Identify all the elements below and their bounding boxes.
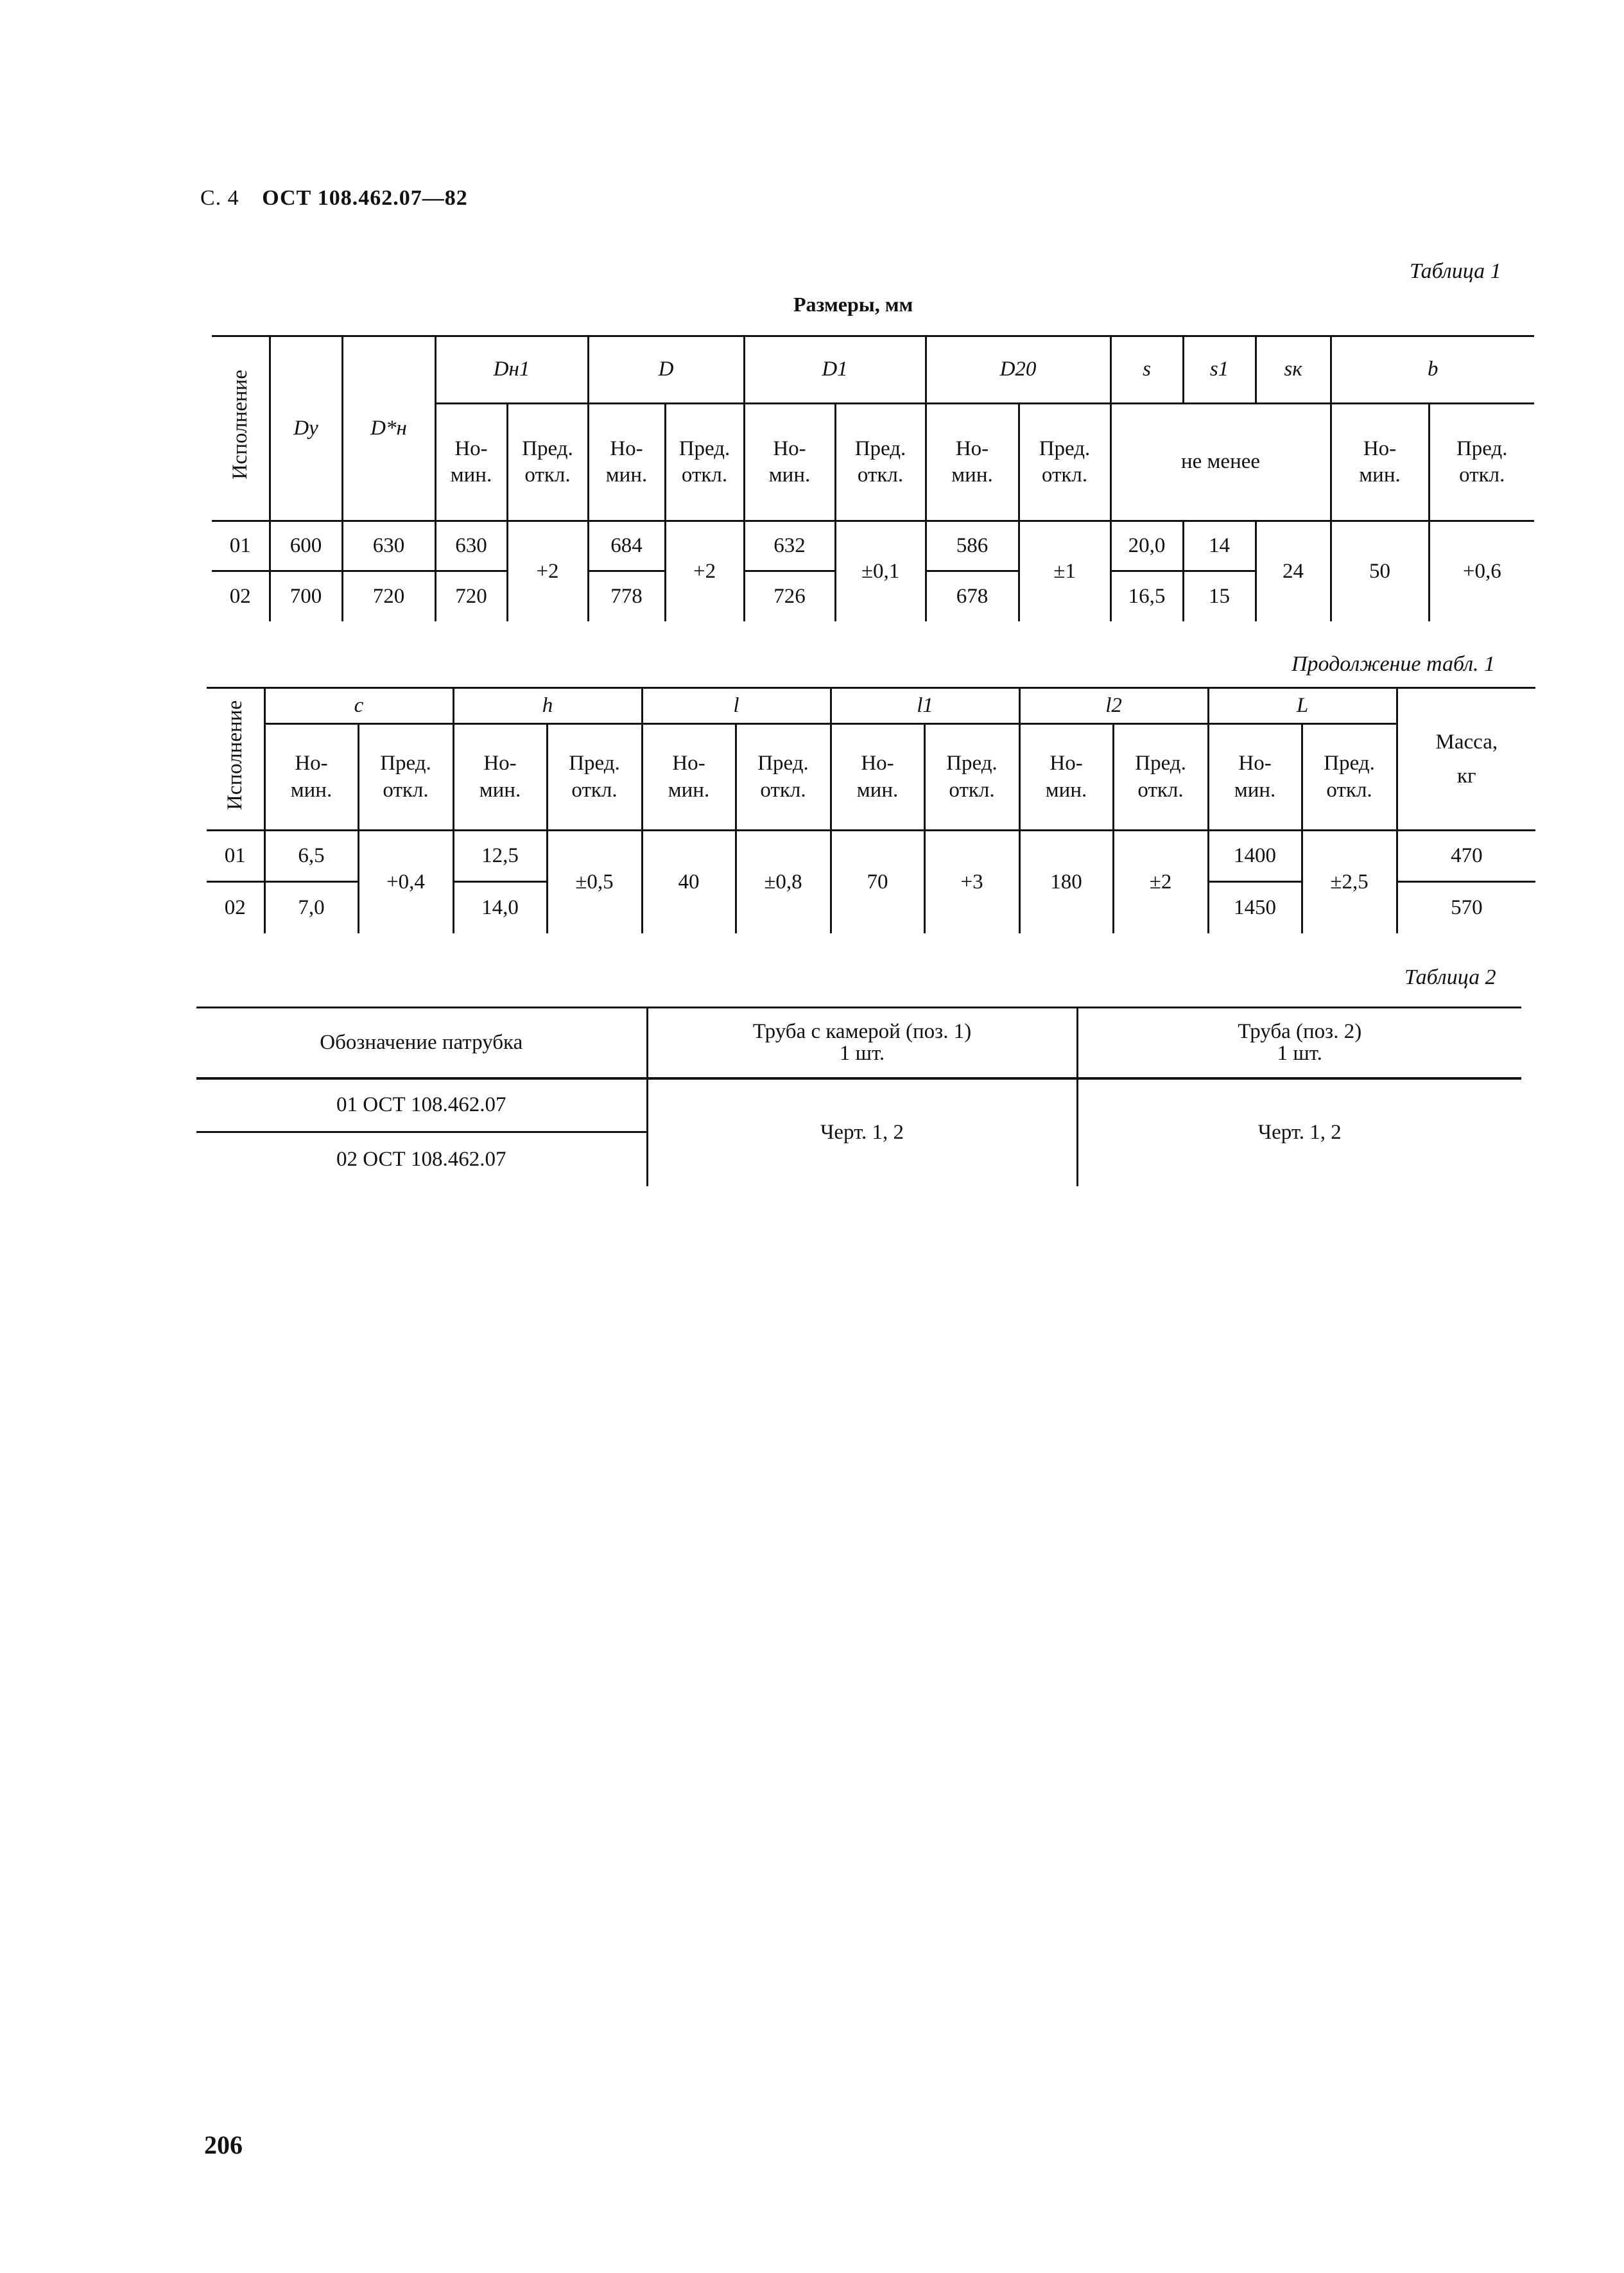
cell-h-nom: 12,5 (453, 831, 547, 882)
cell-dy: 600 (270, 521, 342, 571)
cell-dn1-pred: +2 (507, 521, 588, 621)
l-nom-header: Но- мин. (642, 724, 736, 831)
col-group-l: l (642, 688, 831, 724)
col-group-b: b (1331, 336, 1534, 404)
cell-dy: 700 (270, 571, 342, 621)
cell-dn: 630 (342, 521, 435, 571)
row-ispolnenie: 02 (207, 882, 264, 933)
L-pred-header: Пред. откл. (1302, 724, 1397, 831)
l1-pred-header: Пред. откл. (924, 724, 1019, 831)
cell-c-pred: +0,4 (358, 831, 453, 933)
page-number: 206 (204, 2130, 243, 2159)
cell-d1-pred: ±0,1 (835, 521, 926, 621)
cell-s: 16,5 (1110, 571, 1183, 621)
dn1-pred-header: Пред. откл. (507, 404, 588, 521)
cell-L-pred: ±2,5 (1302, 831, 1397, 933)
row-ispolnenie: 01 (212, 521, 270, 571)
l2-nom-header: Но- мин. (1019, 724, 1113, 831)
cell-s1: 14 (1183, 521, 1256, 571)
h-pred-header: Пред. откл. (547, 724, 642, 831)
L-nom-header: Но- мин. (1208, 724, 1302, 831)
cell-massa: 570 (1397, 882, 1535, 933)
d20-nom-header: Но- мин. (926, 404, 1019, 521)
table1-continuation (207, 687, 1535, 933)
col-massa: Масса, кг (1397, 688, 1535, 831)
row-ispolnenie: 02 (212, 571, 270, 621)
cell-b-nom: 50 (1331, 521, 1429, 621)
col-oboznachenie: Обозначение патрубка (320, 1030, 523, 1054)
cell-d20-nom: 678 (926, 571, 1019, 621)
d20-pred-header: Пред. откл. (1019, 404, 1110, 521)
cell-oboznachenie: 01 ОСТ 108.462.07 (336, 1093, 506, 1117)
col-group-d: D (588, 336, 744, 404)
dn1-nom-header: Но- мин. (435, 404, 507, 521)
b-pred-header: Пред. откл. (1429, 404, 1534, 521)
standard-number: ОСТ 108.462.07—82 (262, 186, 468, 210)
col-group-d1: D1 (744, 336, 926, 404)
col-sk: sк (1256, 336, 1331, 404)
col-group-dn1: Dн1 (435, 336, 588, 404)
table1-cont-caption: Продолжение табл. 1 (1291, 652, 1496, 676)
d1-nom-header: Но- мин. (744, 404, 835, 521)
cell-s1: 15 (1183, 571, 1256, 621)
cell-L-nom: 1400 (1208, 831, 1302, 882)
col-group-l2: l2 (1019, 688, 1208, 724)
cell-d20-pred: ±1 (1019, 521, 1110, 621)
col-s1: s1 (1183, 336, 1256, 404)
cell-l-pred: ±0,8 (736, 831, 831, 933)
table-row (196, 1078, 1521, 1132)
cell-truba: Черт. 1, 2 (1077, 1078, 1521, 1186)
page-header (200, 186, 468, 211)
cell-h-pred: ±0,5 (547, 831, 642, 933)
cell-d-pred: +2 (665, 521, 744, 621)
cell-l1-pred: +3 (924, 831, 1019, 933)
d-pred-header: Пред. откл. (665, 404, 744, 521)
d1-pred-header: Пред. откл. (835, 404, 926, 521)
table1 (212, 335, 1534, 621)
cell-l1-nom: 70 (831, 831, 924, 933)
cell-truba-kamera: Черт. 1, 2 (647, 1078, 1077, 1186)
h-nom-header: Но- мин. (453, 724, 547, 831)
cell-d20-nom: 586 (926, 521, 1019, 571)
cell-l2-nom: 180 (1019, 831, 1113, 933)
col-dy: Dу (270, 336, 342, 521)
table1-caption: Таблица 1 (1410, 259, 1501, 283)
cell-L-nom: 1450 (1208, 882, 1302, 933)
col-truba: Труба (поз. 2) 1 шт. (1077, 1008, 1521, 1078)
col-ispolnenie: Исполнение (207, 688, 264, 831)
b-nom-header: Но- мин. (1331, 404, 1429, 521)
cell-d-nom: 684 (588, 521, 665, 571)
col-s: s (1110, 336, 1183, 404)
table2-caption: Таблица 2 (1404, 965, 1496, 989)
col-ispolnenie: Исполнение (212, 336, 270, 521)
col-group-c: c (264, 688, 453, 724)
cell-dn1-nom: 630 (435, 521, 507, 571)
l2-pred-header: Пред. откл. (1113, 724, 1208, 831)
c-nom-header: Но- мин. (264, 724, 358, 831)
cell-l-nom: 40 (642, 831, 736, 933)
table-row (207, 831, 1535, 882)
page-label: С. 4 (200, 186, 239, 210)
l1-nom-header: Но- мин. (831, 724, 924, 831)
cell-l2-pred: ±2 (1113, 831, 1208, 933)
col-group-d20: D20 (926, 336, 1110, 404)
col-truba-kamera: Труба с камерой (поз. 1) 1 шт. (647, 1008, 1077, 1078)
cell-b-pred: +0,6 (1429, 521, 1534, 621)
table-row (212, 521, 1534, 571)
col-group-L: L (1208, 688, 1397, 724)
ne-menee-header: не менее (1110, 404, 1331, 521)
cell-c-nom: 7,0 (264, 882, 358, 933)
d-nom-header: Но- мин. (588, 404, 665, 521)
col-group-h: h (453, 688, 642, 724)
cell-c-nom: 6,5 (264, 831, 358, 882)
cell-massa: 470 (1397, 831, 1535, 882)
cell-d1-nom: 632 (744, 521, 835, 571)
l-pred-header: Пред. откл. (736, 724, 831, 831)
cell-d1-nom: 726 (744, 571, 835, 621)
cell-s: 20,0 (1110, 521, 1183, 571)
cell-sk: 24 (1256, 521, 1331, 621)
cell-h-nom: 14,0 (453, 882, 547, 933)
table2 (196, 1007, 1521, 1186)
cell-dn1-nom: 720 (435, 571, 507, 621)
col-dn-star: D*н (342, 336, 435, 521)
cell-oboznachenie: 02 ОСТ 108.462.07 (196, 1132, 647, 1186)
c-pred-header: Пред. откл. (358, 724, 453, 831)
row-ispolnenie: 01 (207, 831, 264, 882)
table1-subtitle: Размеры, мм (793, 293, 913, 316)
cell-d-nom: 778 (588, 571, 665, 621)
cell-dn: 720 (342, 571, 435, 621)
col-group-l1: l1 (831, 688, 1019, 724)
